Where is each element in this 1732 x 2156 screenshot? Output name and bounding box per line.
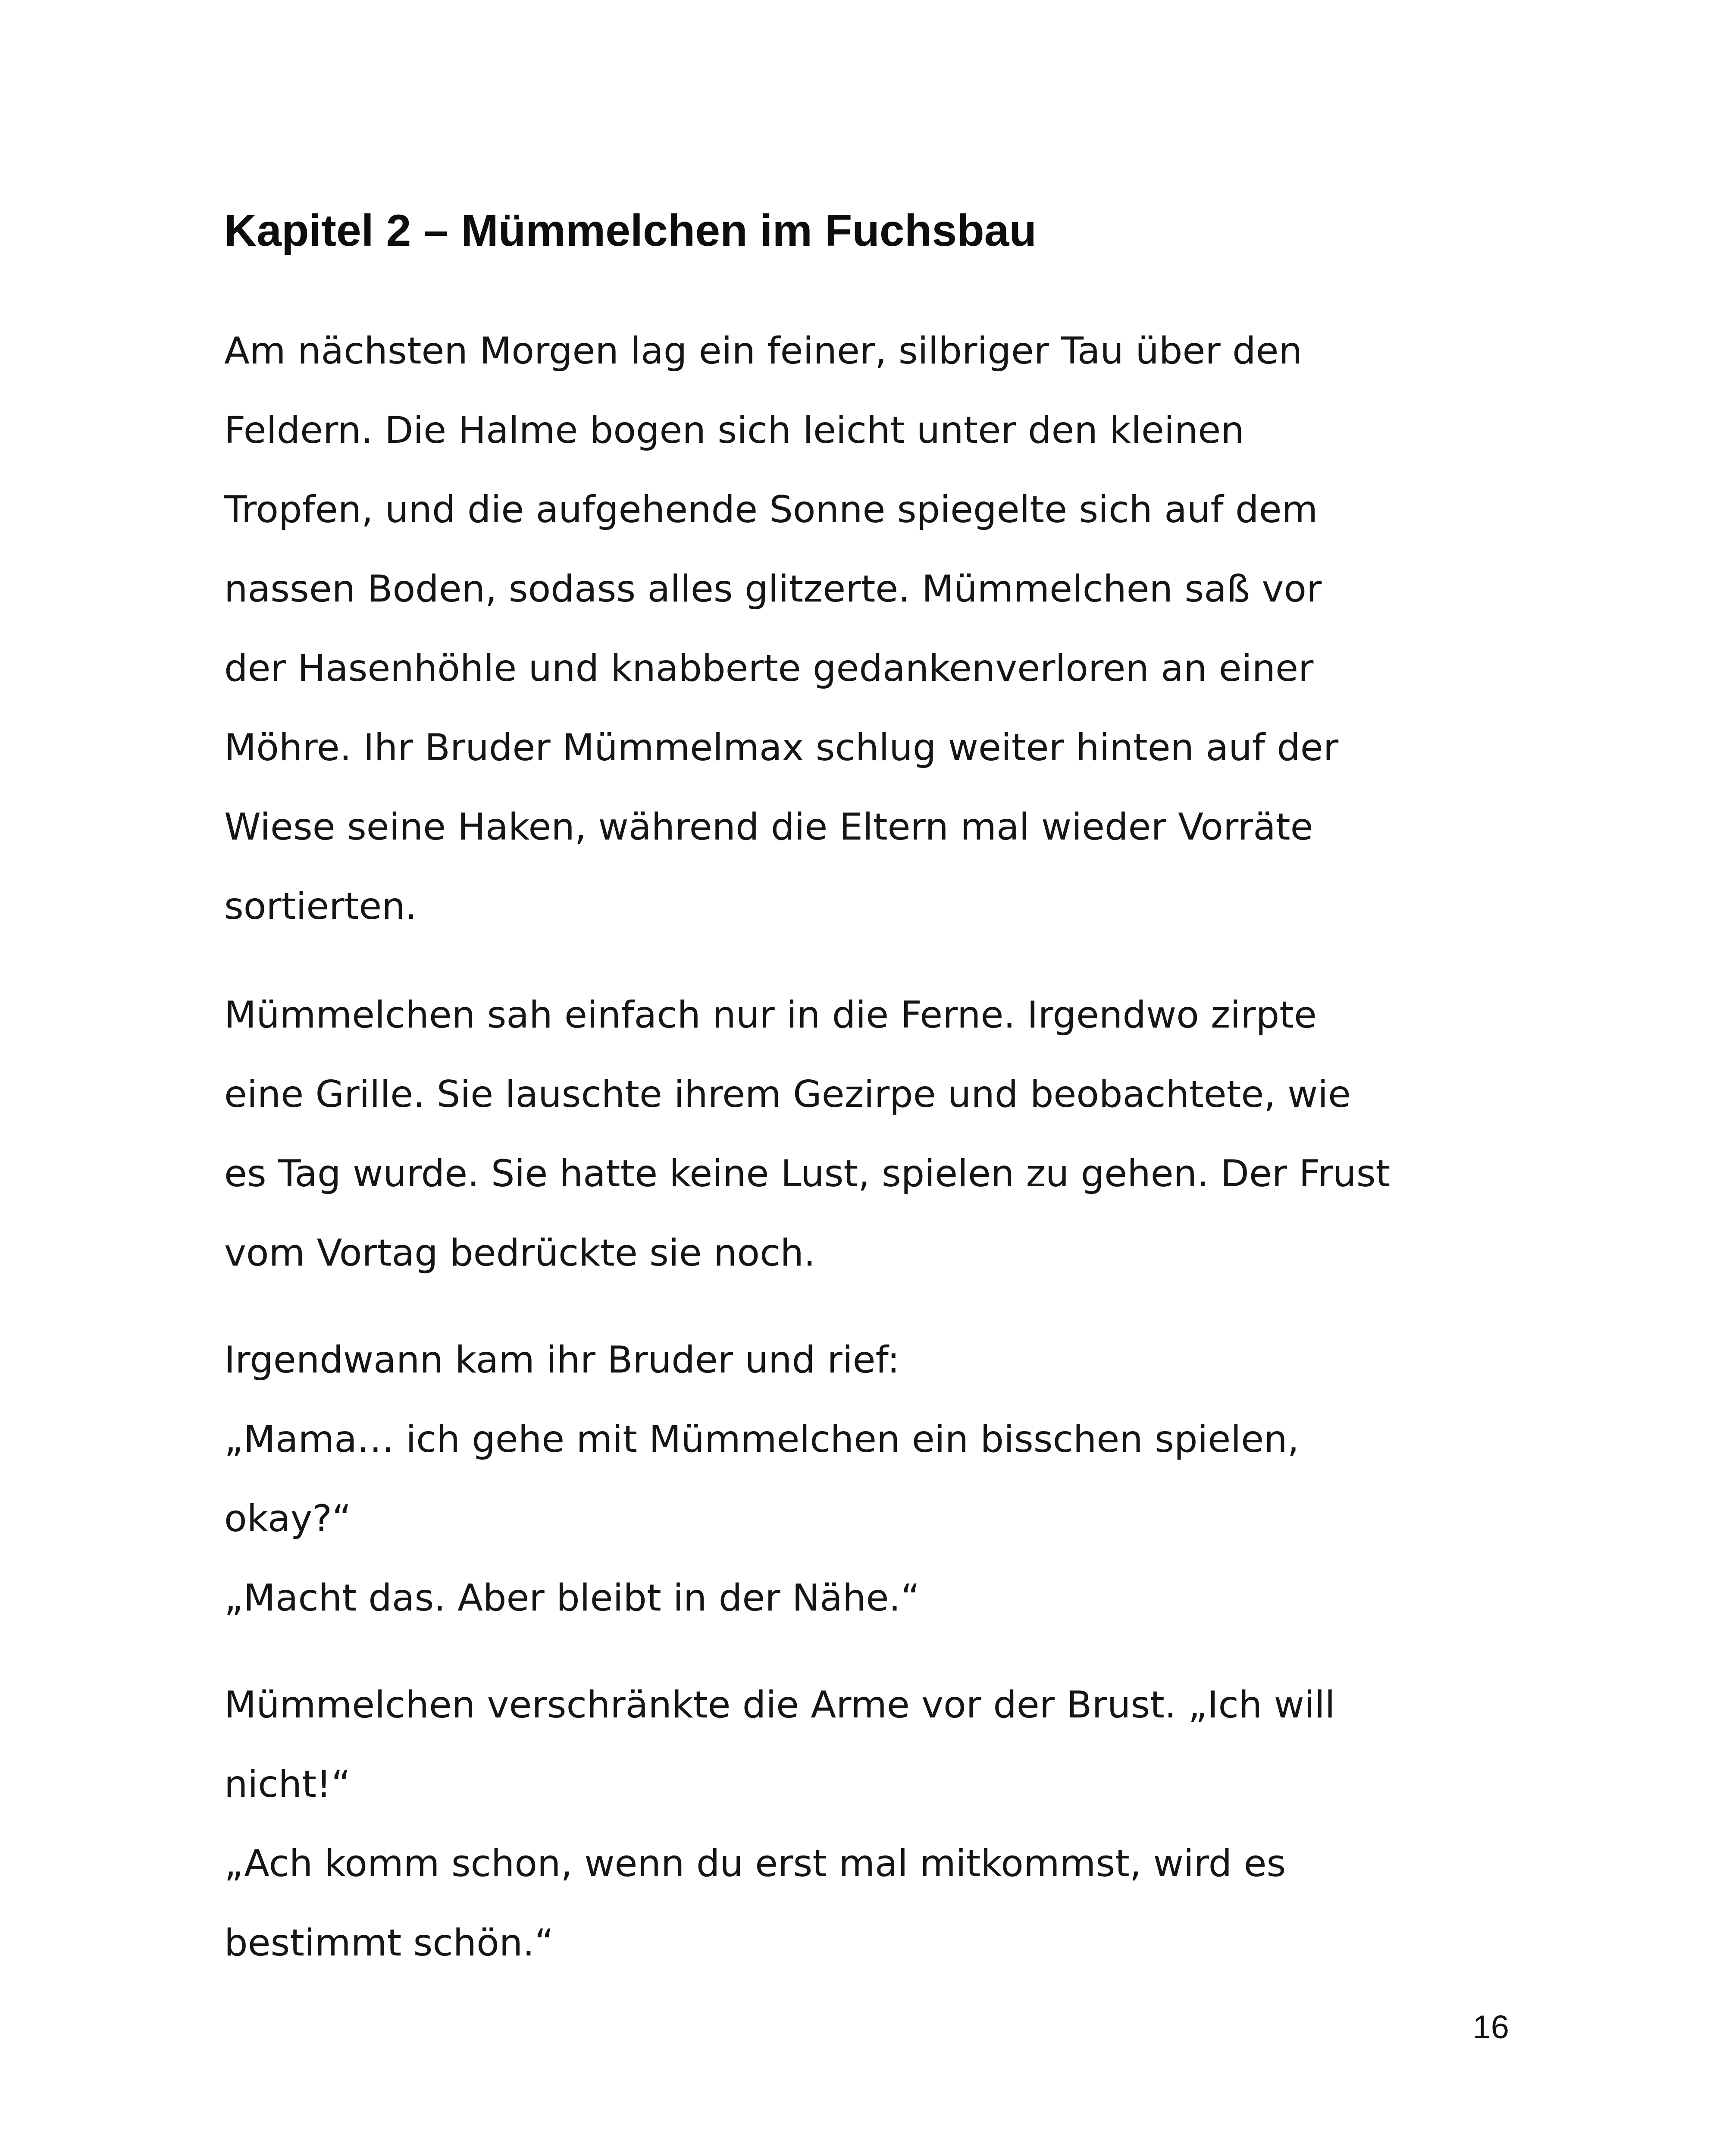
text-line: Wiese seine Haken, während die Eltern mal wieder Vorräte [224, 805, 1313, 849]
paragraph-1 [224, 311, 1518, 946]
text-line: sortierten. [224, 885, 417, 928]
text-line: Am nächsten Morgen lag ein feiner, silbriger Tau über den [224, 329, 1303, 373]
text-line: eine Grille. Sie lauschte ihrem Gezirpe und beobachtete, wie [224, 1073, 1351, 1116]
text-line: nassen Boden, sodass alles glitzerte. Mümmelchen saß vor [224, 567, 1322, 611]
text-line: nicht!“ [224, 1763, 351, 1806]
paragraph-2 [224, 975, 1518, 1293]
text-line: „Macht das. Aber bleibt in der Nähe.“ [224, 1576, 920, 1620]
text-line: „Mama… ich gehe mit Mümmelchen ein bisschen spielen, [224, 1418, 1299, 1461]
text-line: vom Vortag bedrückte sie noch. [224, 1232, 816, 1275]
text-line: es Tag wurde. Sie hatte keine Lust, spielen zu gehen. Der Frust [224, 1152, 1391, 1195]
chapter-title: Kapitel 2 – Mümmelchen im Fuchsbau [224, 206, 1037, 256]
text-line: Mümmelchen sah einfach nur in die Ferne. Irgendwo zirpte [224, 993, 1317, 1037]
text-line: der Hasenhöhle und knabberte gedankenverloren an einer [224, 647, 1314, 690]
text-line: bestimmt schön.“ [224, 1921, 554, 1965]
text-line: Möhre. Ihr Bruder Mümmelmax schlug weiter hinten auf der [224, 726, 1339, 769]
text-line: Tropfen, und die aufgehende Sonne spiegelte sich auf dem [224, 488, 1318, 531]
text-line: okay?“ [224, 1497, 351, 1540]
paragraph-4 [224, 1665, 1518, 1983]
text-line: Feldern. Die Halme bogen sich leicht unter den kleinen [224, 409, 1244, 452]
text-line: Mümmelchen verschränkte die Arme vor der Brust. „Ich will [224, 1683, 1335, 1727]
paragraph-3 [224, 1320, 1518, 1638]
page-number: 16 [1472, 2009, 1509, 2046]
text-line: Irgendwann kam ihr Bruder und rief: [224, 1338, 900, 1382]
text-line: „Ach komm schon, wenn du erst mal mitkommst, wird es [224, 1842, 1286, 1885]
